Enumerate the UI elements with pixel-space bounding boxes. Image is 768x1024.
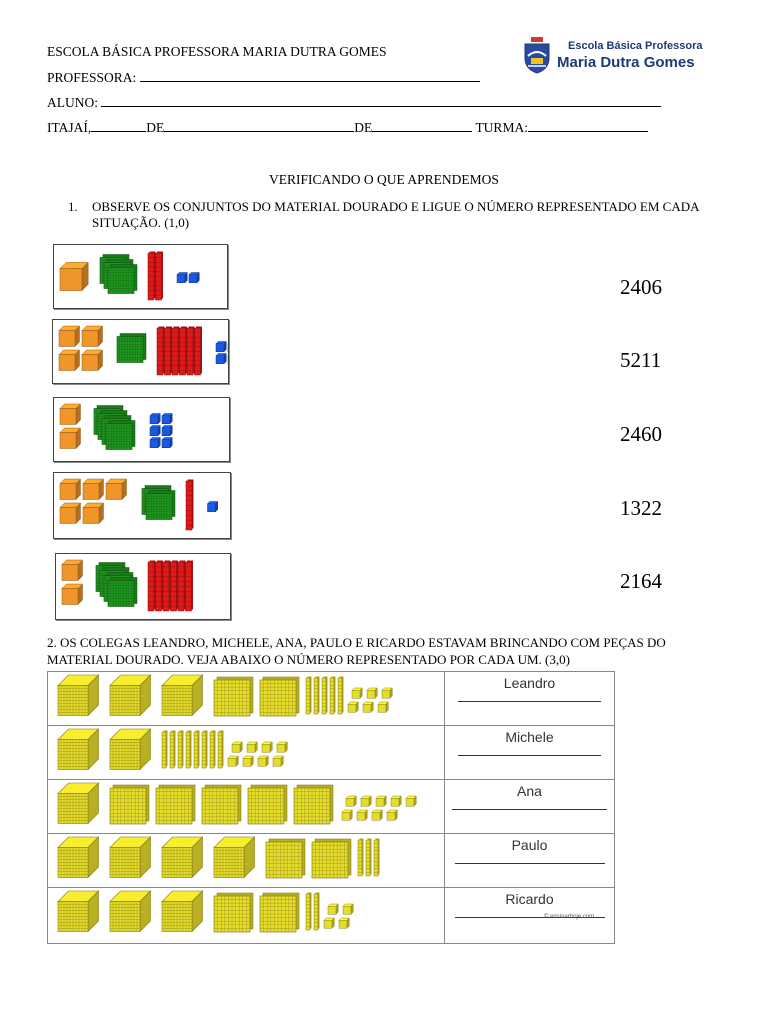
question-2: [47, 634, 717, 668]
hundred-flat: [260, 893, 299, 932]
unit-cube: [150, 426, 160, 436]
table-row: [48, 726, 615, 780]
set-4-blocks: [54, 473, 230, 538]
ten-rod: [314, 893, 320, 931]
ten-rod: [202, 731, 208, 769]
unit-cube: [228, 756, 238, 766]
thousand-cube: [58, 837, 99, 878]
ten-rod: [374, 839, 380, 877]
number-option[interactable]: 1322: [620, 496, 662, 520]
ten-rod: [306, 677, 312, 715]
thousand-cube: [60, 428, 80, 448]
page-title: VERIFICANDO O QUE APRENDEMOS: [269, 172, 499, 187]
hundred-flat: [214, 893, 253, 932]
thousand-cube: [162, 675, 203, 716]
ten-rod: [194, 731, 200, 769]
blocks-cell: [48, 780, 445, 834]
hundred-flat: [260, 677, 299, 716]
set-box-5[interactable]: [55, 553, 231, 620]
answer-line[interactable]: [452, 809, 607, 810]
unit-cube: [343, 904, 353, 914]
itajai-label: ITAJAÍ,: [47, 120, 92, 135]
ten-rod: [157, 327, 165, 376]
unit-cube: [277, 742, 287, 752]
unit-cube: [361, 796, 371, 806]
unit-cube: [216, 354, 226, 364]
answer-line[interactable]: [458, 701, 601, 702]
ten-rod: [186, 480, 194, 531]
unit-cube: [189, 273, 199, 283]
unit-cube: [378, 702, 388, 712]
credit-text: © ensinarhoje.com: [544, 914, 595, 920]
ten-rod: [358, 839, 364, 877]
ten-rod: [171, 561, 179, 612]
unit-cube: [391, 796, 401, 806]
unit-cube: [352, 688, 362, 698]
unit-cube: [406, 796, 416, 806]
ten-rod: [148, 561, 156, 612]
professora-label: PROFESSORA:: [47, 70, 137, 85]
ten-rod: [178, 561, 186, 612]
ten-rod: [322, 677, 328, 715]
hundred-flat: [312, 839, 351, 878]
question-2-text: OS COLEGAS LEANDRO, MICHELE, ANA, PAULO E RICARDO ESTAVAM BRINCANDO COM PEÇAS DO MATERIAL DOURADO. VEJA ABAIXO O NÚMERO REPRESENTADO POR CADA UM. (3,0): [47, 635, 666, 667]
thousand-cube: [60, 262, 88, 290]
thousand-cube: [82, 326, 102, 346]
unit-cube: [328, 904, 338, 914]
unit-cube: [342, 810, 352, 820]
hundred-flat: [156, 785, 195, 824]
ten-rod: [186, 731, 192, 769]
ten-rod: [366, 839, 372, 877]
thousand-cube: [83, 503, 103, 523]
de-label-1: DE: [146, 120, 165, 135]
set-1-blocks: [54, 245, 227, 308]
ten-rod: [314, 677, 320, 715]
table-row: [48, 834, 615, 888]
set-box-3[interactable]: [53, 397, 230, 462]
hundred-flat: [248, 785, 287, 824]
ten-rod: [186, 561, 194, 612]
unit-cube: [376, 796, 386, 806]
answer-line[interactable]: [455, 863, 605, 864]
hundred-flat: [214, 677, 253, 716]
child-name: Leandro: [503, 675, 556, 691]
ana-blocks: [48, 780, 444, 828]
unit-cube: [150, 414, 160, 424]
leandro-blocks: [48, 672, 444, 720]
month-line: [164, 119, 354, 132]
thousand-cube: [110, 729, 151, 770]
child-name: Paulo: [511, 837, 548, 853]
michele-blocks: [48, 726, 444, 774]
thousand-cube: [60, 404, 80, 424]
ten-rod: [172, 327, 180, 376]
ten-rod: [330, 677, 336, 715]
ten-rod: [162, 731, 168, 769]
aluno-label: ALUNO:: [47, 95, 98, 110]
unit-cube: [382, 688, 392, 698]
ten-rod: [156, 561, 164, 612]
logo-line2: Maria Dutra Gomes: [557, 54, 695, 71]
date-turma-field[interactable]: [47, 119, 648, 136]
ten-rod: [165, 327, 173, 376]
unit-cube: [387, 810, 397, 820]
ten-rod: [156, 252, 164, 301]
thousand-cube: [106, 479, 126, 499]
thousand-cube: [83, 479, 103, 499]
paulo-blocks: [48, 834, 444, 882]
question-2-number: 2.: [47, 635, 57, 650]
hundred-flat: [108, 265, 137, 294]
ricardo-blocks: [48, 888, 444, 938]
thousand-cube: [59, 326, 79, 346]
unit-cube: [273, 756, 283, 766]
unit-cube: [262, 742, 272, 752]
unit-cube: [243, 756, 253, 766]
set-5-blocks: [56, 554, 230, 619]
unit-cube: [363, 702, 373, 712]
unit-cube: [339, 918, 349, 928]
hundred-flat: [110, 785, 149, 824]
ten-rod: [163, 561, 171, 612]
thousand-cube: [110, 891, 151, 932]
professora-field[interactable]: [47, 69, 480, 86]
answer-line[interactable]: [458, 755, 601, 756]
hundred-flat: [146, 491, 175, 520]
day-line: [91, 119, 146, 132]
unit-cube: [247, 742, 257, 752]
school-logo-emblem: [522, 36, 552, 74]
table-row: [48, 888, 615, 944]
unit-cube: [162, 414, 172, 424]
unit-cube: [162, 426, 172, 436]
hundred-flat: [266, 839, 305, 878]
name-cell[interactable]: [445, 726, 615, 780]
number-option[interactable]: 5211: [620, 348, 662, 372]
hundred-flat: [106, 421, 135, 450]
thousand-cube: [60, 479, 80, 499]
child-name: Ricardo: [505, 891, 554, 907]
set-box-1[interactable]: [53, 244, 228, 309]
set-box-2[interactable]: [52, 319, 229, 384]
ten-rod: [180, 327, 188, 376]
unit-cube: [372, 810, 382, 820]
turma-label: TURMA:: [475, 120, 528, 135]
unit-cube: [324, 918, 334, 928]
hundred-flat: [108, 578, 137, 607]
unit-cube: [177, 273, 187, 283]
name-cell[interactable]: [445, 672, 615, 726]
year-line: [372, 119, 472, 132]
ten-rod: [187, 327, 195, 376]
thousand-cube: [62, 584, 82, 604]
children-table: [47, 671, 615, 944]
hundred-flat: [202, 785, 241, 824]
child-name: Ana: [517, 783, 542, 799]
school-name: ESCOLA BÁSICA PROFESSORA MARIA DUTRA GOMES: [47, 44, 387, 59]
thousand-cube: [110, 675, 151, 716]
unit-cube: [346, 796, 356, 806]
unit-cube: [348, 702, 358, 712]
set-box-4[interactable]: [53, 472, 231, 539]
ten-rod: [178, 731, 184, 769]
ten-rod: [218, 731, 224, 769]
thousand-cube: [58, 891, 99, 932]
number-option[interactable]: 2460: [620, 422, 662, 446]
blocks-cell: [48, 888, 445, 944]
ten-rod: [195, 327, 203, 376]
unit-cube: [162, 438, 172, 448]
blocks-cell: [48, 672, 445, 726]
unit-cube: [367, 688, 377, 698]
hundred-flat: [117, 334, 146, 363]
thousand-cube: [58, 729, 99, 770]
ten-rod: [210, 731, 216, 769]
aluno-field[interactable]: [47, 94, 661, 111]
thousand-cube: [62, 560, 82, 580]
thousand-cube: [60, 503, 80, 523]
thousand-cube: [59, 350, 79, 370]
ten-rod: [148, 252, 156, 301]
ten-rod: [170, 731, 176, 769]
de-label-2: DE: [354, 120, 373, 135]
unit-cube: [208, 502, 218, 512]
unit-cube: [150, 438, 160, 448]
unit-cube: [357, 810, 367, 820]
ten-rod: [338, 677, 344, 715]
logo-line1: Escola Básica Professora: [568, 40, 703, 52]
name-cell[interactable]: [445, 780, 615, 834]
set-3-blocks: [54, 398, 229, 461]
thousand-cube: [58, 675, 99, 716]
number-option[interactable]: 2406: [620, 275, 662, 299]
unit-cube: [216, 342, 226, 352]
unit-cube: [258, 756, 268, 766]
turma-line: [528, 119, 648, 132]
unit-cube: [232, 742, 242, 752]
thousand-cube: [110, 837, 151, 878]
blocks-cell: [48, 726, 445, 780]
professora-line: [140, 69, 480, 82]
number-option[interactable]: 2164: [620, 569, 662, 593]
thousand-cube: [162, 891, 203, 932]
set-2-blocks: [53, 320, 228, 383]
thousand-cube: [58, 783, 99, 824]
table-row: [48, 672, 615, 726]
aluno-line: [101, 94, 661, 107]
child-name: Michele: [505, 729, 554, 745]
name-cell[interactable]: [445, 834, 615, 888]
blocks-cell: [48, 834, 445, 888]
hundred-flat: [294, 785, 333, 824]
table-row: [48, 780, 615, 834]
thousand-cube: [162, 837, 203, 878]
thousand-cube: [82, 350, 102, 370]
question-1-text: OBSERVE OS CONJUNTOS DO MATERIAL DOURADO E LIGUE O NÚMERO REPRESENTADO EM CADA SITUAÇÃO. (1,0): [92, 199, 699, 230]
ten-rod: [306, 893, 312, 931]
thousand-cube: [214, 837, 255, 878]
question-1-number: 1.: [68, 199, 78, 214]
